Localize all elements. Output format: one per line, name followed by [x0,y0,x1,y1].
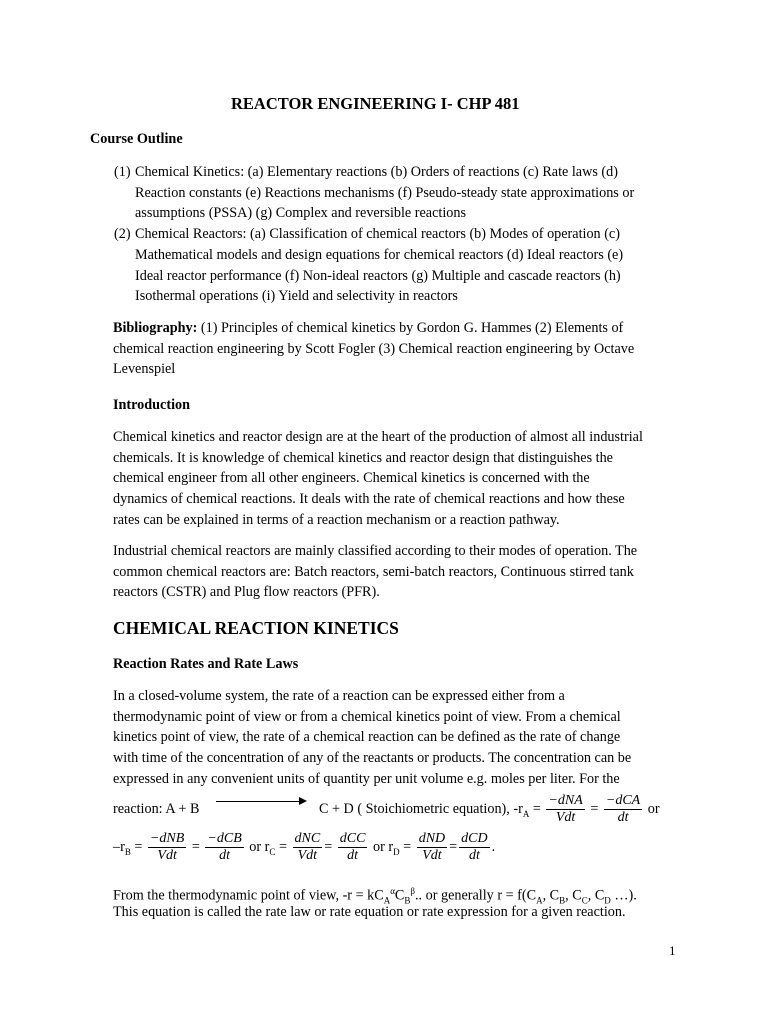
paragraph-line: kinetics point of view, the rate of a chemical reaction can be defined as the rate of change [113,729,621,746]
equation-text: .. or generally r = f(C [414,887,537,904]
paragraph-line: expressed in any convenient units of quantity per unit volume e.g. moles per liter. For the [113,770,620,787]
fraction [148,831,186,864]
equation-text: , C [542,887,560,904]
rate-expressions-bcd [113,829,495,870]
fraction [459,831,489,864]
outline-line: Isothermal operations (i) Yield and selectivity in reactors [135,288,458,305]
fraction-denominator: dt [219,848,231,864]
bibliography-paragraph [113,318,679,380]
arrow-head-icon [299,797,307,805]
fraction [417,831,447,864]
equation-text: , C [587,887,605,904]
equation-subscript: C [581,895,588,906]
outline-item-number: (2) [114,226,131,243]
equation-subscript: D [393,846,400,857]
fraction-numerator: −dNB [149,831,185,847]
paragraph-line: chemical engineer from all other engineers. Chemical kinetics is concerned with the [113,470,590,487]
equation-subscript: A [522,808,530,819]
equation-text: = [324,839,333,855]
equation-subscript: B [404,895,411,906]
fraction-denominator: Vdt [422,848,442,864]
equation-text: . [491,839,496,855]
fraction [293,831,323,864]
course-outline-list [114,162,674,307]
equation-superscript: β [410,886,415,896]
paragraph-line: reactors (CSTR) and Plug flow reactors (PFR). [113,584,380,601]
fraction-denominator: dt [468,848,480,864]
fraction-numerator: −dCA [605,793,641,809]
paragraph-line: common chemical reactors are: Batch reactors, semi-batch reactors, Continuous stirred tank [113,563,634,580]
outline-item-number: (1) [114,164,131,180]
outline-line: Ideal reactor performance (f) Non-ideal reactors (g) Multiple and cascade reactors (h) [135,267,621,284]
reaction-arrow [216,801,300,802]
paragraph-line: rates can be explained in terms of a reaction mechanism or a reaction pathway. [113,511,560,528]
equation-text: …). [610,887,637,904]
equation-text: = [399,839,412,855]
equation-text: From the thermodynamic point of view, -r = kC [113,887,384,904]
outline-line: Mathematical models and design equations for chemical reactors (d) Ideal reactors (e) [135,246,624,263]
equation-subscript: A [536,895,543,906]
fraction-numerator: dCD [461,831,488,847]
fraction [604,793,642,826]
paragraph-line: dynamics of chemical reactions. It deals with the rate of chemical reactions and how these [113,491,625,508]
page-number: 1 [669,943,676,958]
outline-line: Chemical Reactors: (a) Classification of chemical reactors (b) Modes of operation (c) [135,226,620,243]
paragraph-line: Industrial chemical reactors are mainly classified according to their modes of operation. The [113,543,638,559]
fraction-numerator: dND [418,831,446,847]
fraction-denominator: Vdt [157,848,177,864]
fraction-numerator: −dNA [548,793,583,809]
bibliography-line: (1) Principles of chemical kinetics by Gordon G. Hammes (2) Elements of [197,320,624,336]
fraction [338,831,368,864]
paragraph-line: thermodynamic point of view or from a chemical kinetics point of view. From a chemical [113,708,621,725]
intro-paragraph-2 [113,541,679,603]
equation-text: or [644,801,660,817]
rate-law-line: This equation is called the rate law or rate equation or rate expression for a given reaction. [113,904,626,920]
equation-subscript: C [269,846,276,857]
equation-subscript: A [383,895,391,906]
reaction-prefix: reaction: A + B [113,801,200,817]
equation-text: = [130,839,143,855]
subsection-heading: Reaction Rates and Rate Laws [113,656,299,672]
equation-text: = [529,801,541,817]
equation-text: = [586,801,599,817]
outline-item-2 [114,224,674,307]
equation-superscript: α [390,886,395,896]
outline-line: Reaction constants (e) Reactions mechanisms (f) Pseudo-steady state approximations or [135,184,635,201]
equation-subscript: B [124,846,131,857]
intro-paragraph-1 [113,427,679,531]
introduction-heading: Introduction [113,397,190,413]
equation-subscript: B [559,895,566,906]
fraction-denominator: Vdt [297,848,318,864]
outline-line: assumptions (PSSA) (g) Complex and reversible reactions [135,205,466,222]
course-outline-heading: Course Outline [90,131,183,147]
equation-text: or r [369,839,394,855]
equation-text: C + D ( Stoichiometric equation), -r [319,801,523,817]
fraction-numerator: dNC [294,831,321,847]
fraction-denominator: Vdt [555,810,576,826]
bibliography-line: Levenspiel [113,361,176,378]
fraction-numerator: −dCB [207,831,242,847]
rates-paragraph [113,686,679,790]
equation-text: = [275,839,287,855]
fraction [205,831,243,864]
equation-text: or r [245,839,270,855]
equation-text: , C [565,887,582,904]
equation-subscript: D [604,895,611,906]
section-heading: CHEMICAL REACTION KINETICS [113,618,399,638]
paragraph-line: In a closed-volume system, the rate of a reaction can be expressed either from a [113,688,565,704]
fraction-denominator: dt [347,848,359,864]
bibliography-label: Bibliography: [113,320,198,336]
paragraph-line: with time of the concentration of any of the reactants or products. The concentration can be [113,750,632,767]
equation-text: C [394,887,405,904]
outline-item-1 [114,162,674,224]
rate-expression-a [319,791,660,832]
outline-line: Chemical Kinetics: (a) Elementary reactions (b) Orders of reactions (c) Rate laws (d) [135,164,618,180]
equation-text: –r [113,839,125,855]
paragraph-line: chemicals. It is knowledge of chemical kinetics and reactor design that distinguishes the [113,449,613,466]
paragraph-line: Chemical kinetics and reactor design are at the heart of the production of almost all industrial [113,429,643,445]
equation-text: = [449,839,458,855]
fraction-numerator: dCC [339,831,366,847]
fraction-denominator: dt [617,810,629,826]
bibliography-line: chemical reaction engineering by Scott Fogler (3) Chemical reaction engineering by Octave [113,340,635,357]
equation-text: = [188,839,200,855]
document-title: REACTOR ENGINEERING I- CHP 481 [231,94,520,113]
fraction [546,793,584,826]
